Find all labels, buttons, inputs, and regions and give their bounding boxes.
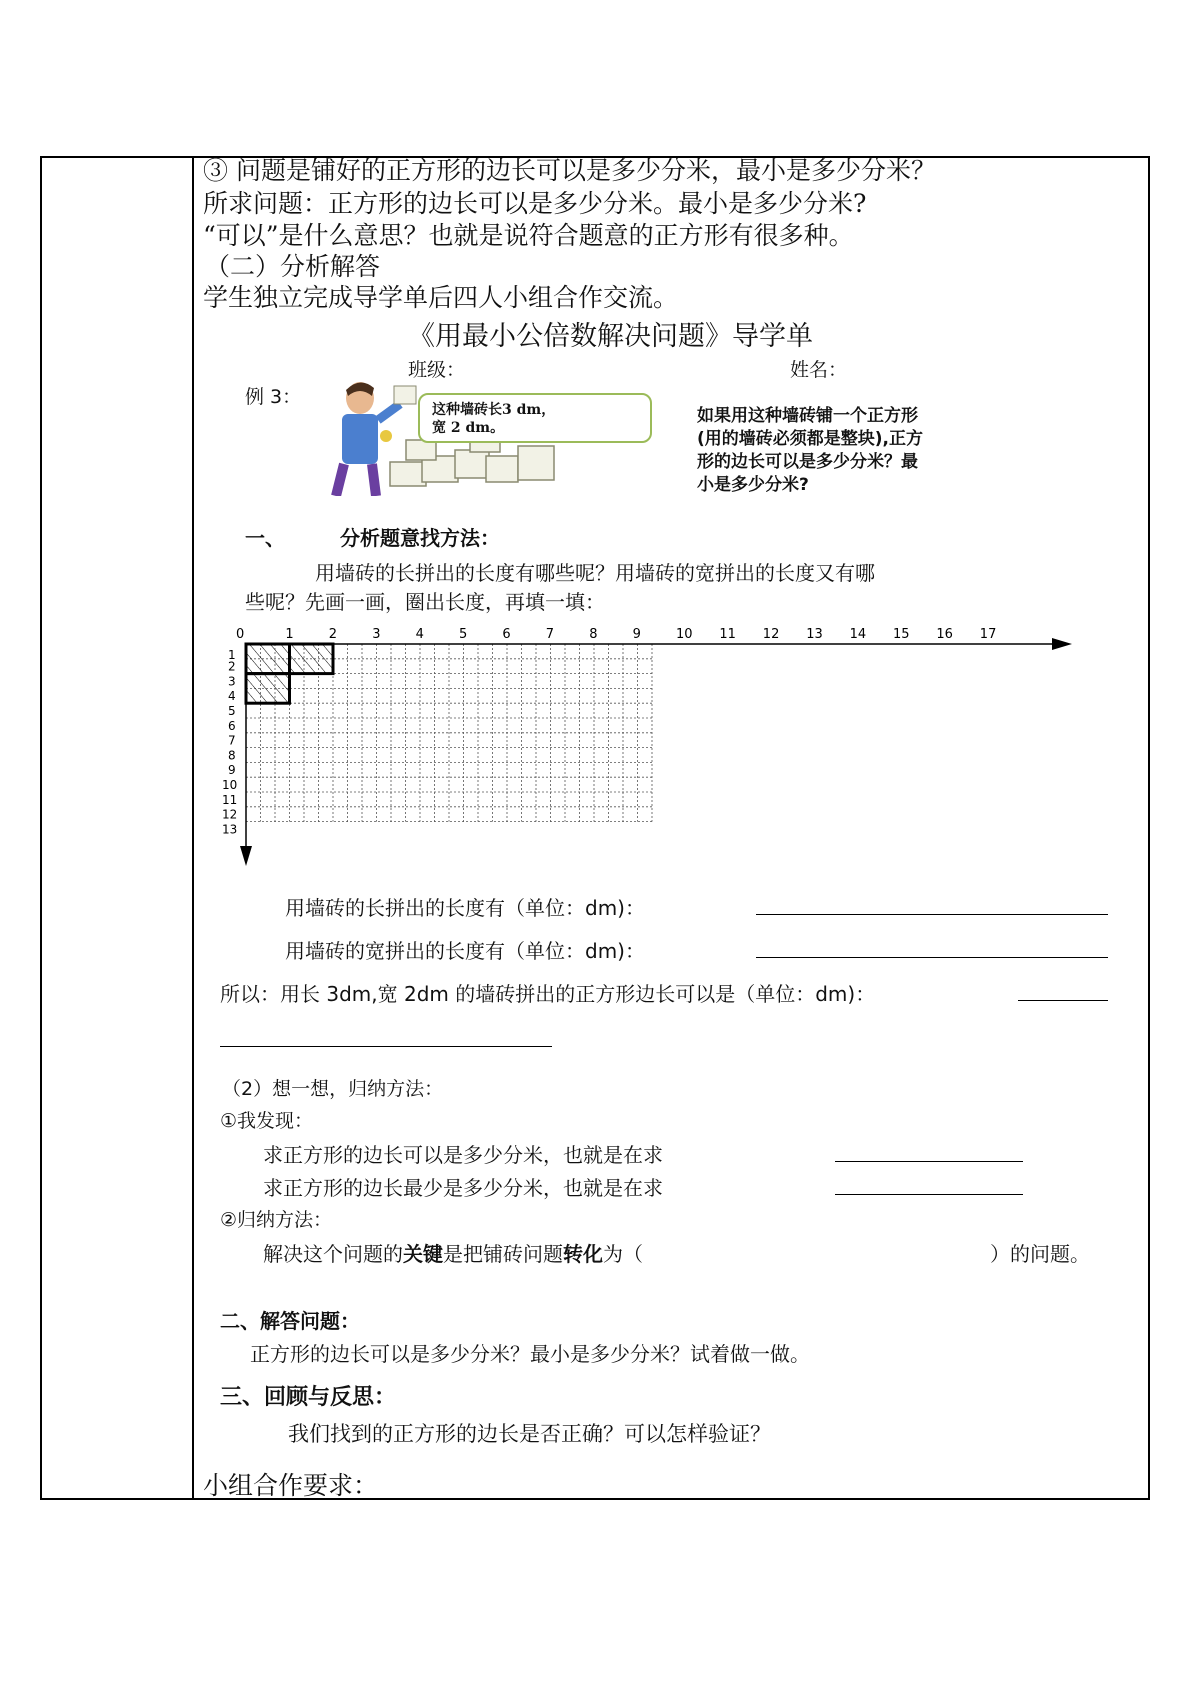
name-label: 姓名： [790, 359, 848, 381]
intro-line-3: “可以”是什么意思？也就是说符合题意的正方形有很多种。 [203, 221, 854, 250]
section-1-title: 分析题意找方法： [340, 526, 500, 550]
discover-blank-1[interactable] [835, 1139, 1023, 1162]
x-tick-label: 11 [719, 627, 736, 642]
x-tick-label: 10 [676, 627, 693, 642]
method-line [263, 1238, 643, 1267]
method-text-e: 为（ [603, 1242, 643, 1266]
y-axis-arrow [240, 846, 252, 866]
question-line: 形的边长可以是多少分米？最 [697, 452, 918, 472]
bubble-line-2: 宽 2 dm。 [432, 420, 505, 436]
x-tick-label: 6 [502, 627, 511, 642]
fill-line-1 [285, 892, 645, 921]
x-tick-label: 4 [415, 627, 424, 642]
y-tick-label: 1 [228, 647, 236, 662]
part-2-title: （2）想一想，归纳方法： [222, 1078, 444, 1100]
x-tick-label: 7 [545, 627, 555, 642]
x-tick-label: 3 [372, 627, 381, 642]
y-tick-label: 6 [228, 718, 236, 733]
x-tick-label: 8 [589, 627, 598, 642]
method-keyword-transform: 转化 [563, 1242, 603, 1266]
group-requirements-label: 小组合作要求： [203, 1471, 379, 1500]
section-3-text: 我们找到的正方形的边长是否正确？可以怎样验证？ [288, 1422, 771, 1446]
y-tick-label: 8 [228, 748, 236, 763]
x-tick-label: 9 [632, 627, 641, 642]
tile [246, 674, 290, 704]
fill-blank-1[interactable] [756, 892, 1108, 915]
fill-blank-2[interactable] [756, 935, 1108, 958]
section-1-number: 一、 [245, 526, 285, 550]
y-tick-label: 9 [228, 763, 236, 778]
x-tick-label: 12 [762, 627, 780, 642]
discover-label: ①我发现： [220, 1110, 314, 1132]
speech-bubble [418, 393, 652, 443]
question-line: (用的墙砖必须都是整块),正方 [697, 429, 923, 449]
fill-blank-3[interactable] [1018, 978, 1108, 1001]
method-text-c: 是把铺砖问题 [443, 1242, 563, 1266]
fill-line-3 [220, 978, 875, 1007]
method-keyword-key: 关键 [403, 1242, 443, 1266]
x-tick-label: 14 [849, 627, 867, 642]
section-1-text-1: 用墙砖的长拼出的长度有哪些呢？用墙砖的宽拼出的长度又有哪 [315, 561, 875, 585]
tile [246, 644, 290, 674]
section-2-text: 正方形的边长可以是多少分米？最小是多少分米？试着做一做。 [250, 1342, 810, 1366]
x-tick-label: 15 [893, 627, 910, 642]
x-tick-label: 5 [459, 627, 468, 642]
x-tick-label: 1 [285, 627, 294, 642]
method-label: ②归纳方法： [220, 1209, 333, 1231]
intro-line-5: 学生独立完成导学单后四人小组合作交流。 [203, 283, 679, 312]
tile-grid [220, 622, 1100, 872]
y-tick-label: 13 [222, 822, 238, 837]
fill-blank-3-continued[interactable] [220, 1024, 552, 1047]
x-tick-label: 16 [936, 627, 953, 642]
example-label: 例 3： [245, 386, 302, 408]
y-tick-label: 7 [228, 733, 236, 748]
y-tick-label: 2 [228, 659, 236, 674]
question-line: 小是多少分米? [697, 475, 809, 495]
intro-line-1: ③ 问题是铺好的正方形的边长可以是多少分米，最小是多少分米？ [203, 156, 936, 185]
method-text-a: 解决这个问题的 [263, 1242, 403, 1266]
column-divider [192, 158, 194, 1498]
y-tick-label: 3 [228, 674, 236, 689]
worksheet-title: 《用最小公倍数解决问题》导学单 [408, 321, 813, 352]
section-3-title: 三、回顾与反思： [220, 1385, 397, 1410]
question-block [697, 405, 923, 497]
section-2-title: 二、解答问题： [220, 1309, 360, 1333]
x-tick-label: 2 [328, 627, 338, 642]
fill-line-1-label: 用墙砖的长拼出的长度有（单位：dm)： [285, 896, 645, 920]
discover-blank-2[interactable] [835, 1172, 1023, 1195]
fill-line-2 [285, 935, 645, 964]
discover-line-2: 求正方形的边长最少是多少分米，也就是在求 [263, 1176, 663, 1200]
x-tick-label: 0 [236, 627, 245, 642]
section-1-text-2: 些呢？先画一画，圈出长度，再填一填： [245, 590, 605, 614]
y-tick-label: 4 [228, 689, 236, 704]
x-axis-arrow [1052, 638, 1072, 650]
intro-line-2: 所求问题：正方形的边长可以是多少分米。最小是多少分米? [203, 189, 867, 218]
y-tick-label: 10 [222, 778, 238, 792]
x-tick-label: 17 [979, 627, 997, 642]
fill-line-2-label: 用墙砖的宽拼出的长度有（单位：dm)： [285, 939, 645, 963]
tile [290, 644, 334, 674]
class-label: 班级： [408, 359, 466, 381]
y-tick-label: 5 [228, 704, 236, 718]
x-tick-label: 13 [806, 627, 823, 642]
discover-line-1: 求正方形的边长可以是多少分米，也就是在求 [263, 1143, 663, 1167]
y-tick-label: 11 [222, 792, 238, 807]
method-text-f: ）的问题。 [990, 1242, 1090, 1266]
intro-line-4: （二）分析解答 [205, 252, 381, 281]
bubble-line-1: 这种墙砖长3 dm， [432, 402, 556, 418]
fill-line-3-label: 所以：用长 3dm,宽 2dm 的墙砖拼出的正方形边长可以是（单位：dm)： [220, 982, 876, 1006]
y-tick-label: 12 [222, 807, 238, 822]
question-line: 如果用这种墙砖铺一个正方形 [697, 406, 918, 426]
